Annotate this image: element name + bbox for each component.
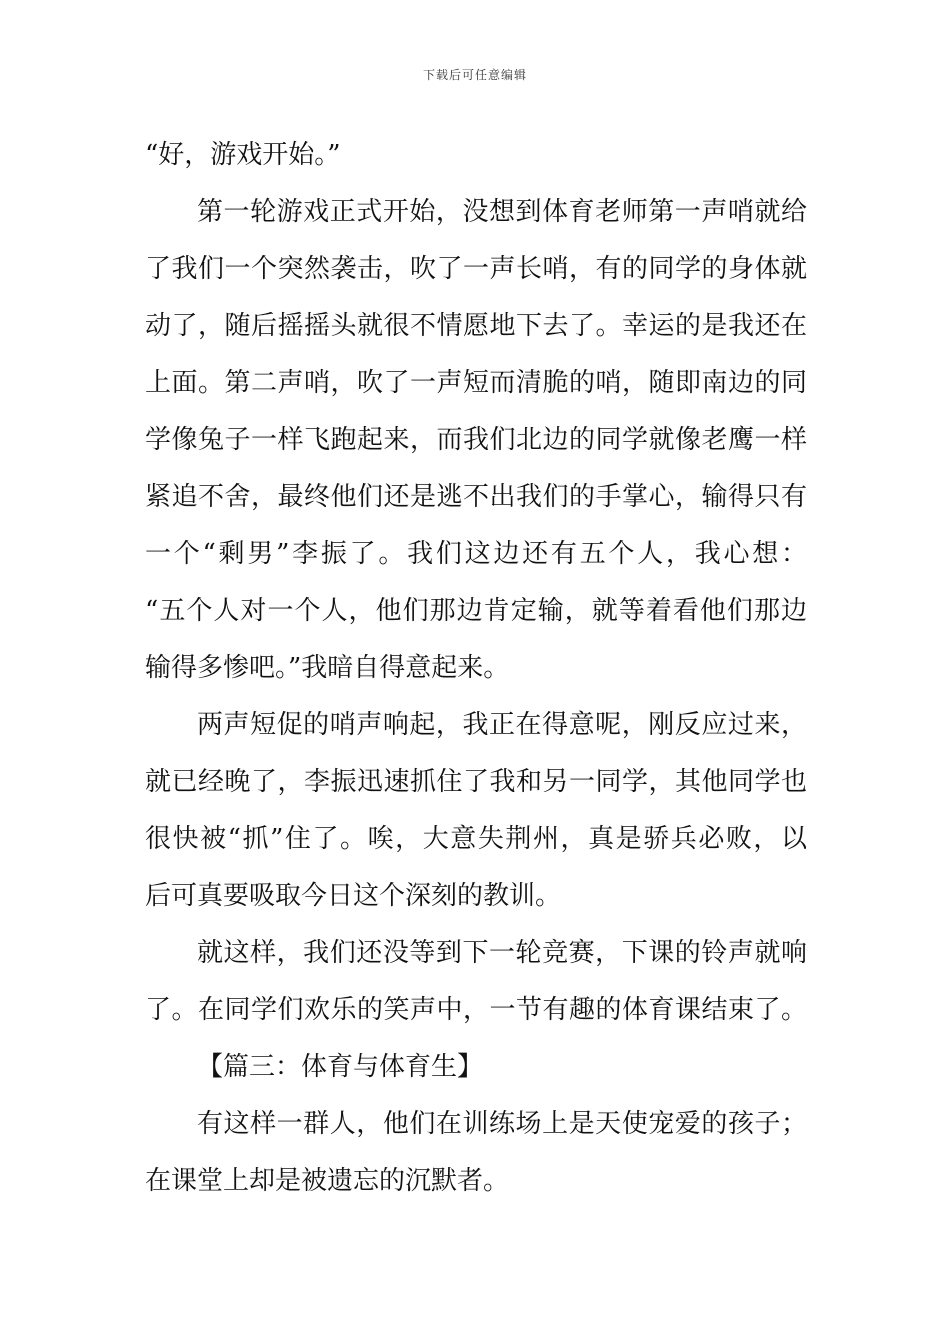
- text-line: 有这样一群人，他们在训练场上是天使宠爱的孩子；: [197, 1109, 807, 1139]
- text-line: 动了，随后摇摇头就很不情愿地下去了。幸运的是我还在: [145, 311, 807, 341]
- text-line: 第一轮游戏正式开始，没想到体育老师第一声哨就给: [197, 197, 807, 227]
- text-line: 了我们一个突然袭击，吹了一声长哨，有的同学的身体就: [145, 254, 807, 284]
- text-line: “好，游戏开始。”: [145, 140, 341, 170]
- text-line: 一个“剩男”李振了。我们这边还有五个人，我心想：: [145, 539, 807, 569]
- text-line: 了。在同学们欢乐的笑声中，一节有趣的体育课结束了。: [145, 995, 807, 1025]
- text-line: 紧追不舍，最终他们还是逃不出我们的手掌心，输得只有: [145, 482, 807, 512]
- section-heading: 【篇三：体育与体育生】: [197, 1052, 484, 1082]
- text-line: “五个人对一个人，他们那边肯定输，就等着看他们那边: [145, 596, 807, 626]
- text-line: 后可真要吸取今日这个深刻的教训。: [145, 881, 562, 911]
- text-line: 就已经晚了，李振迅速抓住了我和另一同学，其他同学也: [145, 767, 807, 797]
- text-line: 在课堂上却是被遗忘的沉默者。: [145, 1166, 510, 1196]
- page-header: 下载后可任意编辑: [422, 68, 527, 82]
- text-line: 两声短促的哨声响起，我正在得意呢，刚反应过来，: [197, 710, 807, 740]
- text-line: 上面。第二声哨，吹了一声短而清脆的哨，随即南边的同: [145, 368, 807, 398]
- text-line: 就这样，我们还没等到下一轮竞赛，下课的铃声就响: [197, 938, 807, 968]
- body-text: [145, 127, 807, 1210]
- text-line: 输得多惨吧。”我暗自得意起来。: [145, 653, 510, 683]
- text-line: 很快被“抓”住了。唉，大意失荆州，真是骄兵必败，以: [145, 824, 807, 854]
- text-line: 学像兔子一样飞跑起来，而我们北边的同学就像老鹰一样: [145, 425, 807, 455]
